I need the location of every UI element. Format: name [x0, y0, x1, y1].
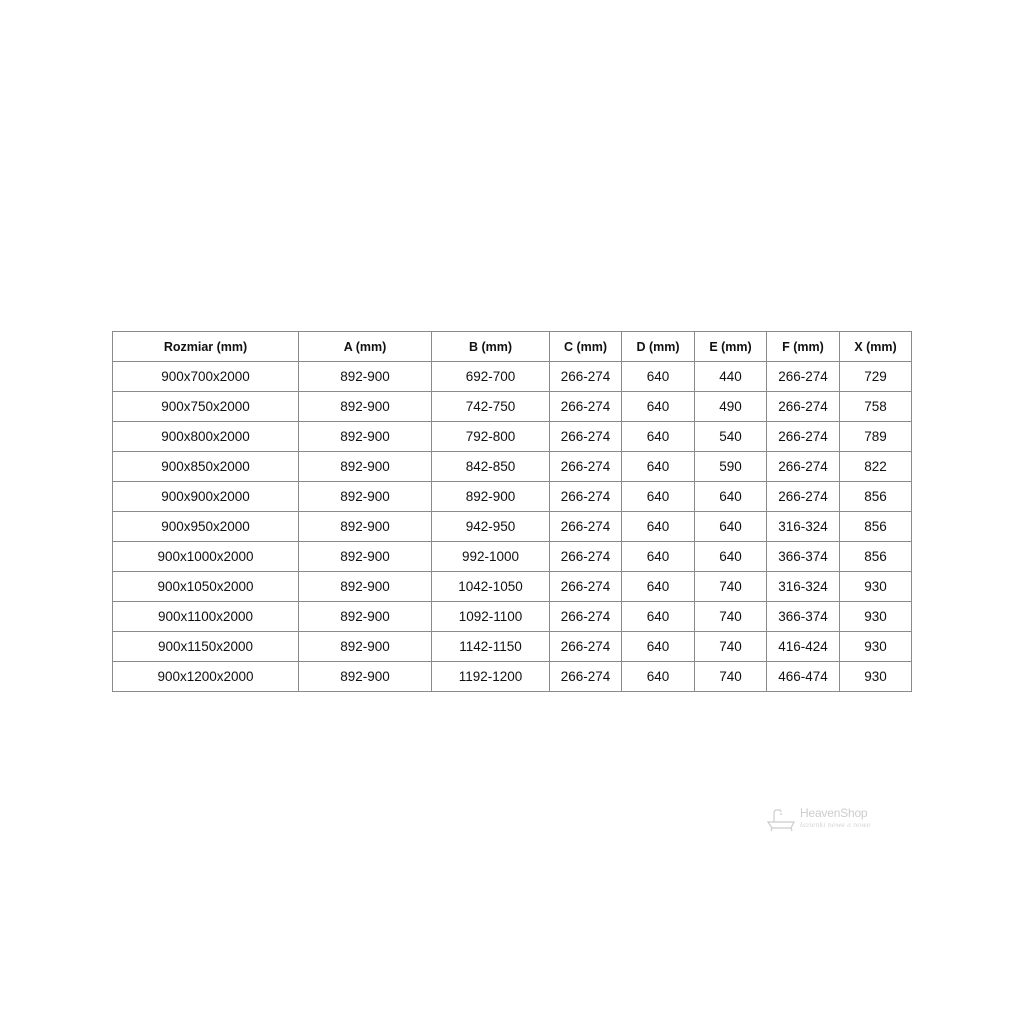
cell-a: 892-900: [299, 602, 432, 632]
cell-d: 640: [622, 362, 695, 392]
cell-d: 640: [622, 572, 695, 602]
cell-e: 640: [695, 482, 767, 512]
cell-c: 266-274: [550, 512, 622, 542]
cell-e: 590: [695, 452, 767, 482]
cell-c: 266-274: [550, 482, 622, 512]
cell-f: 366-374: [767, 542, 840, 572]
cell-rozmiar: 900x950x2000: [113, 512, 299, 542]
cell-x: 930: [840, 572, 912, 602]
cell-e: 740: [695, 662, 767, 692]
cell-f: 416-424: [767, 632, 840, 662]
cell-x: 729: [840, 362, 912, 392]
cell-e: 640: [695, 542, 767, 572]
cell-b: 1042-1050: [432, 572, 550, 602]
table-row: [113, 572, 912, 602]
cell-x: 930: [840, 632, 912, 662]
cell-d: 640: [622, 662, 695, 692]
header-rozmiar: Rozmiar (mm): [113, 332, 299, 362]
cell-d: 640: [622, 602, 695, 632]
cell-b: 1192-1200: [432, 662, 550, 692]
cell-e: 640: [695, 512, 767, 542]
table-row: [113, 452, 912, 482]
cell-a: 892-900: [299, 482, 432, 512]
table-row: [113, 602, 912, 632]
dimensions-table: [112, 331, 912, 692]
cell-f: 266-274: [767, 392, 840, 422]
cell-a: 892-900: [299, 392, 432, 422]
cell-b: 992-1000: [432, 542, 550, 572]
header-b: B (mm): [432, 332, 550, 362]
cell-e: 740: [695, 572, 767, 602]
table-row: [113, 482, 912, 512]
cell-x: 930: [840, 602, 912, 632]
cell-x: 789: [840, 422, 912, 452]
cell-x: 856: [840, 512, 912, 542]
cell-x: 758: [840, 392, 912, 422]
cell-rozmiar: 900x1000x2000: [113, 542, 299, 572]
cell-d: 640: [622, 632, 695, 662]
cell-c: 266-274: [550, 362, 622, 392]
cell-a: 892-900: [299, 362, 432, 392]
table-row: [113, 662, 912, 692]
cell-c: 266-274: [550, 602, 622, 632]
header-a: A (mm): [299, 332, 432, 362]
watermark-tagline: łazienki nowe a nowe: [800, 821, 871, 829]
header-e: E (mm): [695, 332, 767, 362]
cell-rozmiar: 900x1050x2000: [113, 572, 299, 602]
cell-rozmiar: 900x800x2000: [113, 422, 299, 452]
cell-b: 842-850: [432, 452, 550, 482]
cell-x: 856: [840, 482, 912, 512]
cell-rozmiar: 900x900x2000: [113, 482, 299, 512]
cell-c: 266-274: [550, 572, 622, 602]
cell-d: 640: [622, 452, 695, 482]
header-c: C (mm): [550, 332, 622, 362]
bathtub-icon: [766, 808, 798, 832]
cell-a: 892-900: [299, 452, 432, 482]
table-row: [113, 362, 912, 392]
cell-x: 822: [840, 452, 912, 482]
cell-e: 740: [695, 602, 767, 632]
cell-c: 266-274: [550, 422, 622, 452]
cell-a: 892-900: [299, 632, 432, 662]
cell-d: 640: [622, 542, 695, 572]
table-row: [113, 632, 912, 662]
table-header-row: [113, 332, 912, 362]
cell-e: 740: [695, 632, 767, 662]
cell-rozmiar: 900x750x2000: [113, 392, 299, 422]
cell-x: 930: [840, 662, 912, 692]
cell-f: 316-324: [767, 572, 840, 602]
watermark-name: HeavenShop: [800, 806, 868, 820]
cell-rozmiar: 900x1200x2000: [113, 662, 299, 692]
cell-e: 490: [695, 392, 767, 422]
header-d: D (mm): [622, 332, 695, 362]
cell-e: 440: [695, 362, 767, 392]
cell-c: 266-274: [550, 542, 622, 572]
cell-b: 892-900: [432, 482, 550, 512]
cell-c: 266-274: [550, 452, 622, 482]
table-row: [113, 392, 912, 422]
cell-e: 540: [695, 422, 767, 452]
table-body: [113, 362, 912, 692]
cell-f: 266-274: [767, 362, 840, 392]
cell-f: 266-274: [767, 482, 840, 512]
cell-c: 266-274: [550, 662, 622, 692]
header-f: F (mm): [767, 332, 840, 362]
cell-c: 266-274: [550, 392, 622, 422]
cell-b: 792-800: [432, 422, 550, 452]
cell-f: 266-274: [767, 422, 840, 452]
cell-d: 640: [622, 482, 695, 512]
table-row: [113, 542, 912, 572]
cell-f: 316-324: [767, 512, 840, 542]
header-x: X (mm): [840, 332, 912, 362]
cell-rozmiar: 900x1150x2000: [113, 632, 299, 662]
cell-a: 892-900: [299, 572, 432, 602]
table-row: [113, 422, 912, 452]
cell-a: 892-900: [299, 542, 432, 572]
table-row: [113, 512, 912, 542]
cell-rozmiar: 900x850x2000: [113, 452, 299, 482]
cell-b: 692-700: [432, 362, 550, 392]
cell-rozmiar: 900x700x2000: [113, 362, 299, 392]
cell-d: 640: [622, 392, 695, 422]
cell-d: 640: [622, 422, 695, 452]
cell-a: 892-900: [299, 662, 432, 692]
heavenshop-watermark: [766, 806, 886, 836]
cell-f: 266-274: [767, 452, 840, 482]
cell-b: 1142-1150: [432, 632, 550, 662]
cell-a: 892-900: [299, 422, 432, 452]
cell-x: 856: [840, 542, 912, 572]
cell-c: 266-274: [550, 632, 622, 662]
cell-b: 942-950: [432, 512, 550, 542]
cell-rozmiar: 900x1100x2000: [113, 602, 299, 632]
cell-f: 366-374: [767, 602, 840, 632]
cell-a: 892-900: [299, 512, 432, 542]
cell-d: 640: [622, 512, 695, 542]
cell-b: 742-750: [432, 392, 550, 422]
cell-f: 466-474: [767, 662, 840, 692]
cell-b: 1092-1100: [432, 602, 550, 632]
